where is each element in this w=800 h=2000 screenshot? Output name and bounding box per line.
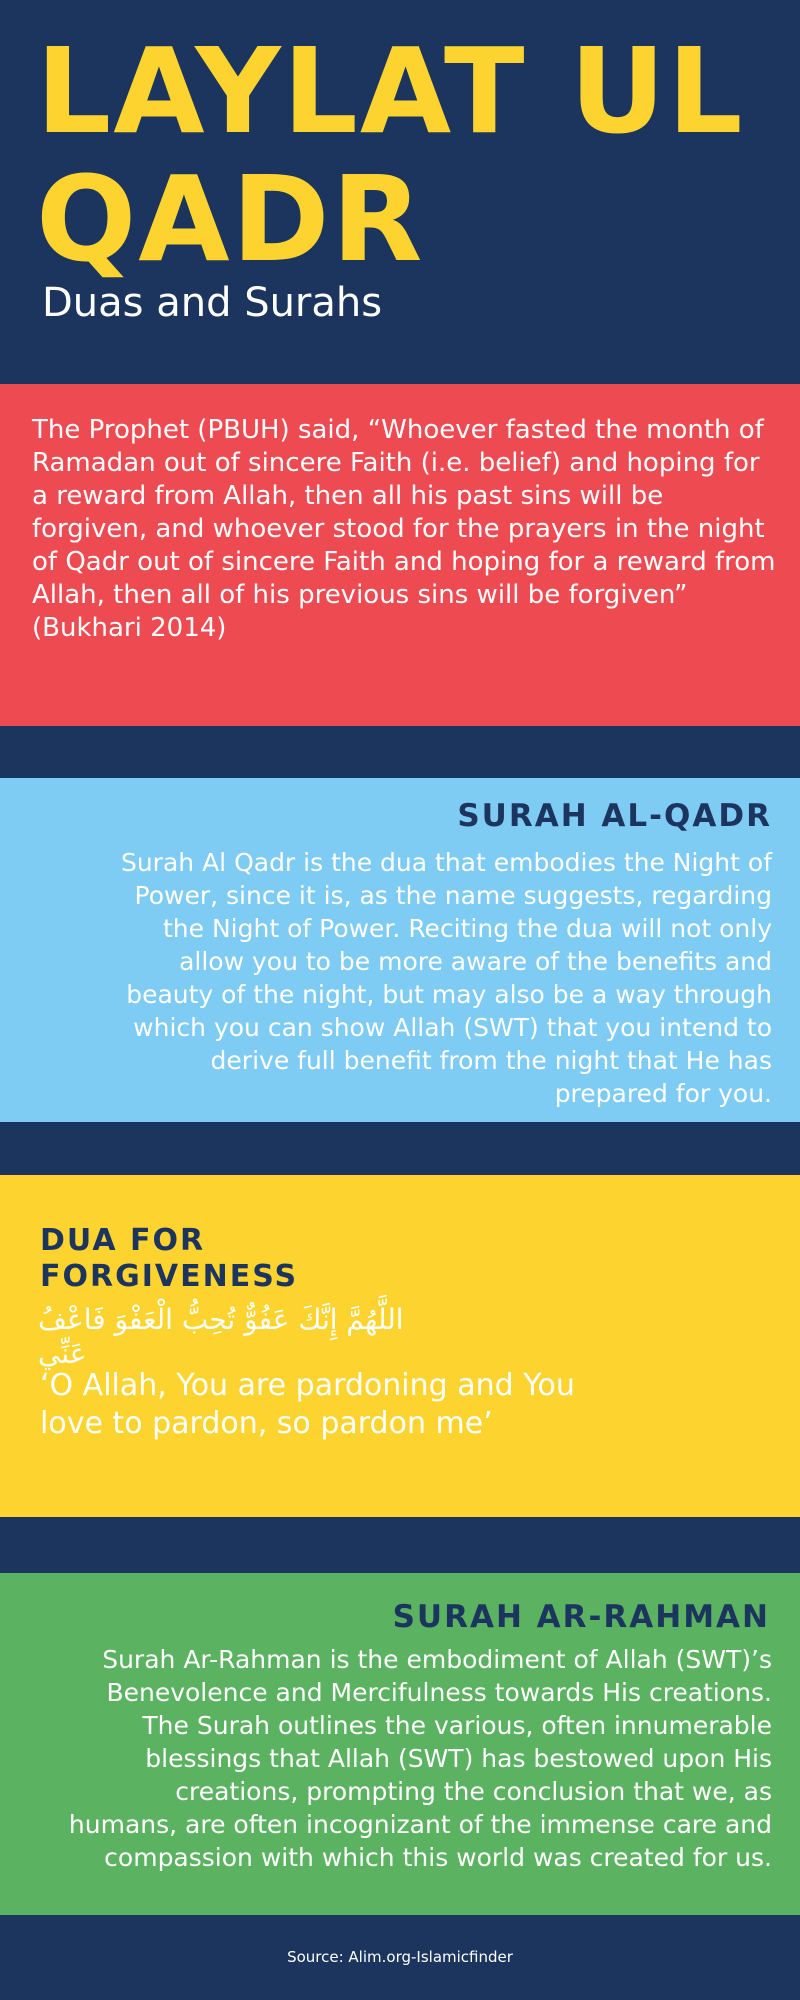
dua-for-forgiveness-heading: DUA FOR FORGIVENESS bbox=[40, 1223, 299, 1294]
source-credit: Source: Alim.org-Islamicfinder bbox=[287, 1948, 513, 1966]
dua-translation-text: ‘O Allah, You are pardoning and You love to pardon, so pardon me’ bbox=[40, 1368, 575, 1441]
dua-arabic-text: اللَّهُمَّ إِنَّكَ عَفُوٌّ تُحِبُّ الْعَفْوَ فَاعْفُ عَنِّي bbox=[38, 1303, 404, 1370]
page-subtitle: Duas and Surahs bbox=[42, 280, 383, 326]
page-title-line-1: LAYLAT UL bbox=[36, 22, 745, 160]
page-title-line-2: QADR bbox=[36, 150, 425, 288]
surah-ar-rahman-body: Surah Ar-Rahman is the embodiment of Allah (SWT)’s Benevolence and Mercifulness towards His creations. The Surah outlines the various, often innumerable blessings that Allah (SWT) has bestowed upon His creations, prompting the conclusion that we, as humans, are often incognizant of the immense care and compassion with which this world was created for us. bbox=[68, 1645, 772, 1872]
hadith-quote-section bbox=[0, 384, 800, 726]
surah-al-qadr-section bbox=[0, 778, 800, 1122]
dua-for-forgiveness-section bbox=[0, 1175, 800, 1517]
surah-ar-rahman-heading: SURAH AR-RAHMAN bbox=[392, 1599, 770, 1635]
surah-ar-rahman-section bbox=[0, 1573, 800, 1915]
surah-al-qadr-heading: SURAH AL-QADR bbox=[457, 798, 772, 834]
hadith-quote-text: The Prophet (PBUH) said, “Whoever fasted the month of Ramadan out of sincere Faith (i.e. belief) and hoping for a reward from Allah, then all his past sins will be forgiven, and whoever stood for the prayers in the night of Qadr out of sincere Faith and hoping for a reward from Allah, then all of his previous sins will be forgiven” (Bukhari 2014) bbox=[32, 415, 776, 643]
header-section bbox=[0, 0, 800, 382]
surah-al-qadr-body: Surah Al Qadr is the dua that embodies the Night of Power, since it is, as the name suggests, regarding the Night of Power. Reciting the dua will not only allow you to be more aware of the benefits and beauty of the night, but may also be a way through which you can show Allah (SWT) that you intend to derive full benefit from the night that He has prepared for you. bbox=[120, 848, 772, 1108]
